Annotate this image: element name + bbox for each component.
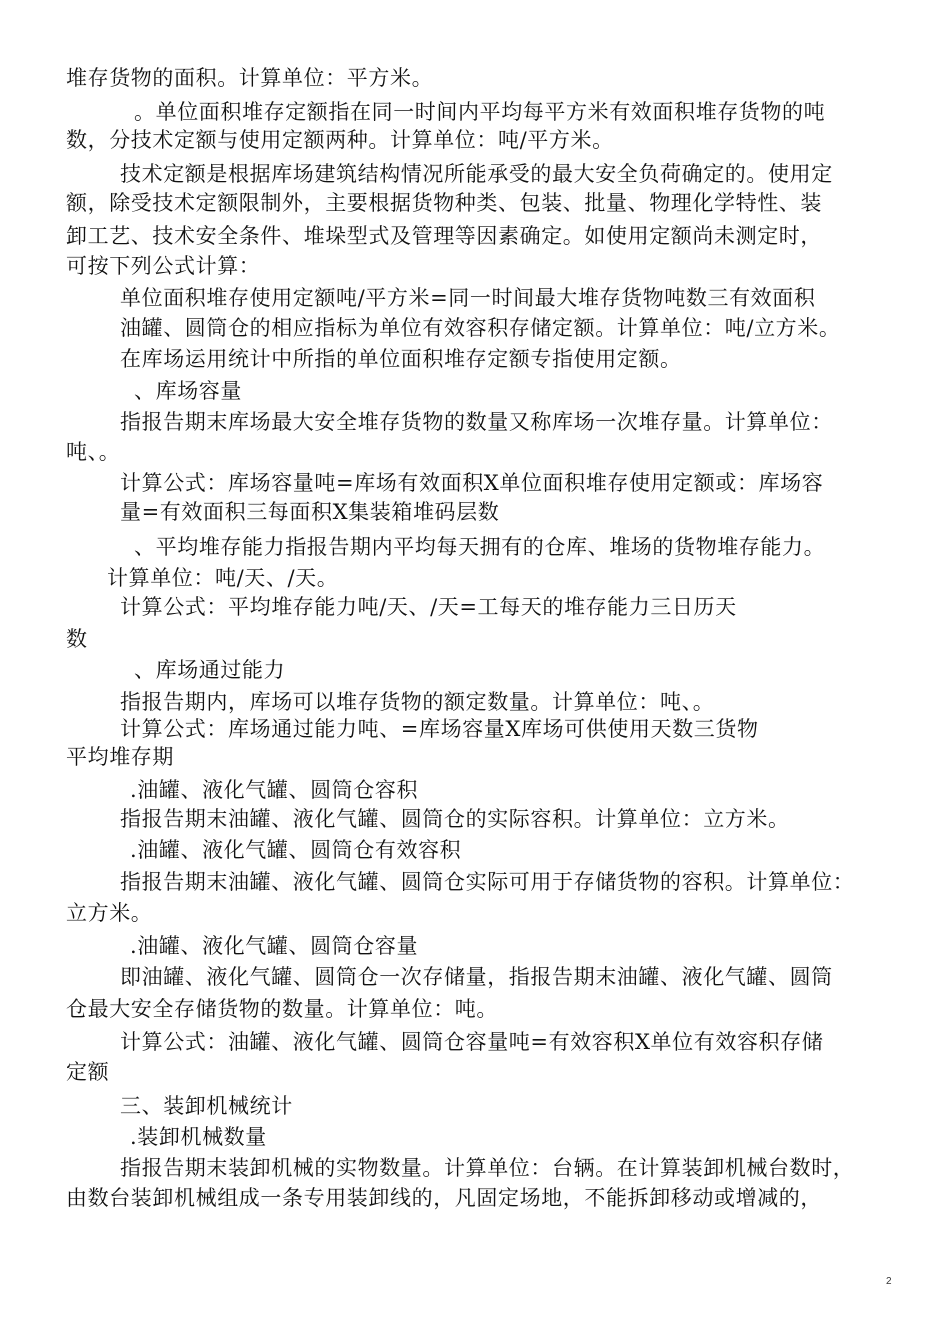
text-line: 卸工艺、技术安全条件、堆垛型式及管理等因素确定。如使用定额尚未测定时， [66,224,822,248]
section-heading: 、库场容量 [134,379,242,403]
section-heading: .油罐、液化气罐、圆筒仓容积 [130,778,419,802]
text-line: 仓最大安全存储货物的数量。计算单位：吨。 [66,997,498,1021]
text-line: 指报告期末油罐、液化气罐、圆筒仓的实际容积。计算单位：立方米。 [120,807,790,831]
text-line: 计算公式：库场通过能力吨、=库场容量X库场可供使用天数三货物 [120,717,759,741]
text-line: 在库场运用统计中所指的单位面积堆存定额专指使用定额。 [120,347,682,371]
text-line: 平均堆存期 [66,745,174,769]
text-line: 指报告期末装卸机械的实物数量。计算单位：台辆。在计算装卸机械台数时， [120,1156,855,1180]
section-heading: 、库场通过能力 [134,658,286,682]
text-line: 指报告期末油罐、液化气罐、圆筒仓实际可用于存储货物的容积。计算单位： [120,870,855,894]
text-line: 定额 [66,1060,110,1084]
text-line: 数 [66,627,88,651]
text-line: 计算公式：平均堆存能力吨/天、/天=工每天的堆存能力三日历天 [120,595,737,619]
text-line: 单位面积堆存使用定额吨/平方米=同一时间最大堆存货物吨数三有效面积 [120,286,816,310]
text-line: 指报告期末库场最大安全堆存货物的数量又称库场一次堆存量。计算单位： [120,410,833,434]
text-line: 数，分技术定额与使用定额两种。计算单位：吨/平方米。 [66,128,614,152]
text-line: 由数台装卸机械组成一条专用装卸线的，凡固定场地，不能拆卸移动或增减的， [66,1186,822,1210]
text-line: 指报告期内，库场可以堆存货物的额定数量。计算单位：吨、。 [120,690,715,714]
text-line: 计算公式：油罐、液化气罐、圆筒仓容量吨=有效容积X单位有效容积存储 [120,1030,824,1054]
section-heading: .油罐、液化气罐、圆筒仓容量 [130,934,419,958]
text-line: 立方米。 [66,901,153,925]
text-line: 量=有效面积三每面积X集装箱堆码层数 [120,500,500,524]
text-line: 吨、。 [66,440,121,464]
text-line: 即油罐、液化气罐、圆筒仓一次存储量，指报告期末油罐、液化气罐、圆筒 [120,965,833,989]
text-line: 、平均堆存能力指报告期内平均每天拥有的仓库、堆场的货物堆存能力。 [134,535,826,559]
section-heading: .装卸机械数量 [130,1125,267,1149]
text-line: 堆存货物的面积。计算单位：平方米。 [66,66,434,90]
text-line: 油罐、圆筒仓的相应指标为单位有效容积存储定额。计算单位：吨/立方米。 [120,316,841,340]
chapter-heading: 三、装卸机械统计 [120,1094,293,1118]
text-line: 额，除受技术定额限制外，主要根据货物种类、包装、批量、物理化学特性、装 [66,191,822,215]
text-line: 可按下列公式计算： [66,254,261,278]
text-line: 。单位面积堆存定额指在同一时间内平均每平方米有效面积堆存货物的吨 [134,100,826,124]
text-line: 计算公式：库场容量吨=库场有效面积X单位面积堆存使用定额或：库场容 [120,471,824,495]
text-line: 技术定额是根据库场建筑结构情况所能承受的最大安全负荷确定的。使用定 [120,162,833,186]
page-number: 2 [886,1276,892,1287]
text-line: 计算单位：吨/天、/天。 [107,566,339,590]
section-heading: .油罐、液化气罐、圆筒仓有效容积 [130,838,462,862]
